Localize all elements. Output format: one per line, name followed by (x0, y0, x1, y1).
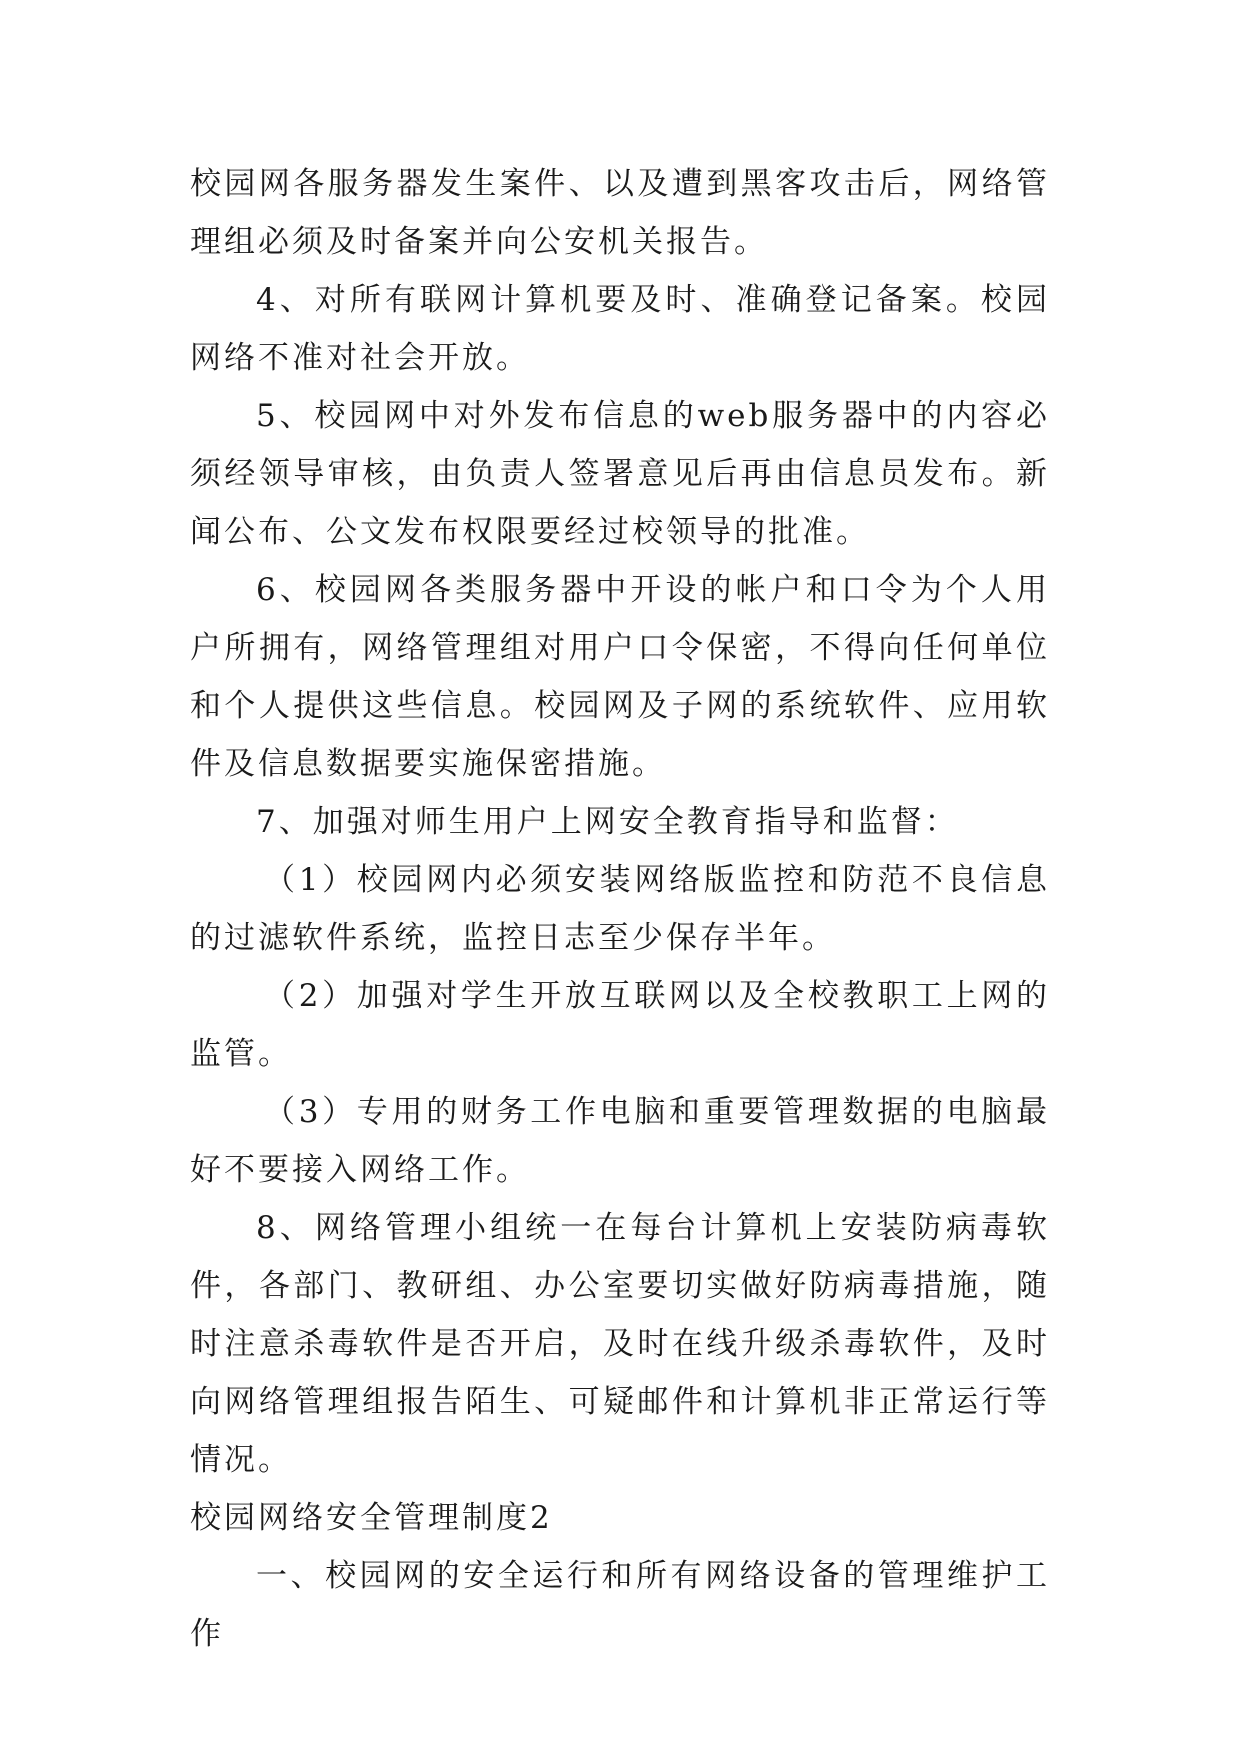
paragraph-item-5: 5、校园网中对外发布信息的web服务器中的内容必须经领导审核，由负责人签署意见后再由信息员发布。新闻公布、公文发布权限要经过校领导的批准。 (190, 398, 1050, 550)
paragraph-item-6: 6、校园网各类服务器中开设的帐户和口令为个人用户所拥有，网络管理组对用户口令保密，不得向任何单位和个人提供这些信息。校园网及子网的系统软件、应用软件及信息数据要实施保密措施。 (190, 572, 1050, 782)
paragraph-item-7-1: （1）校园网内必须安装网络版监控和防范不良信息的过滤软件系统，监控日志至少保存半年。 (190, 862, 1050, 956)
document-page (190, 155, 1050, 1663)
paragraph-item-7-3: （3）专用的财务工作电脑和重要管理数据的电脑最好不要接入网络工作。 (190, 1094, 1050, 1188)
paragraph-item-8: 8、网络管理小组统一在每台计算机上安装防病毒软件，各部门、教研组、办公室要切实做好防病毒措施，随时注意杀毒软件是否开启，及时在线升级杀毒软件，及时向网络管理组报告陌生、可疑邮件和计算机非正常运行等情况。 (190, 1210, 1050, 1478)
section-title: 校园网络安全管理制度2 (190, 1500, 553, 1536)
paragraph-continuation: 校园网各服务器发生案件、以及遭到黑客攻击后，网络管理组必须及时备案并向公安机关报告。 (190, 166, 1050, 260)
paragraph-item-4: 4、对所有联网计算机要及时、准确登记备案。校园网络不准对社会开放。 (190, 282, 1050, 376)
section-first-paragraph: 一、校园网的安全运行和所有网络设备的管理维护工作 (190, 1558, 1050, 1652)
paragraph-item-7: 7、加强对师生用户上网安全教育指导和监督： (256, 804, 959, 840)
paragraph-item-7-2: （2）加强对学生开放互联网以及全校教职工上网的监管。 (190, 978, 1050, 1072)
